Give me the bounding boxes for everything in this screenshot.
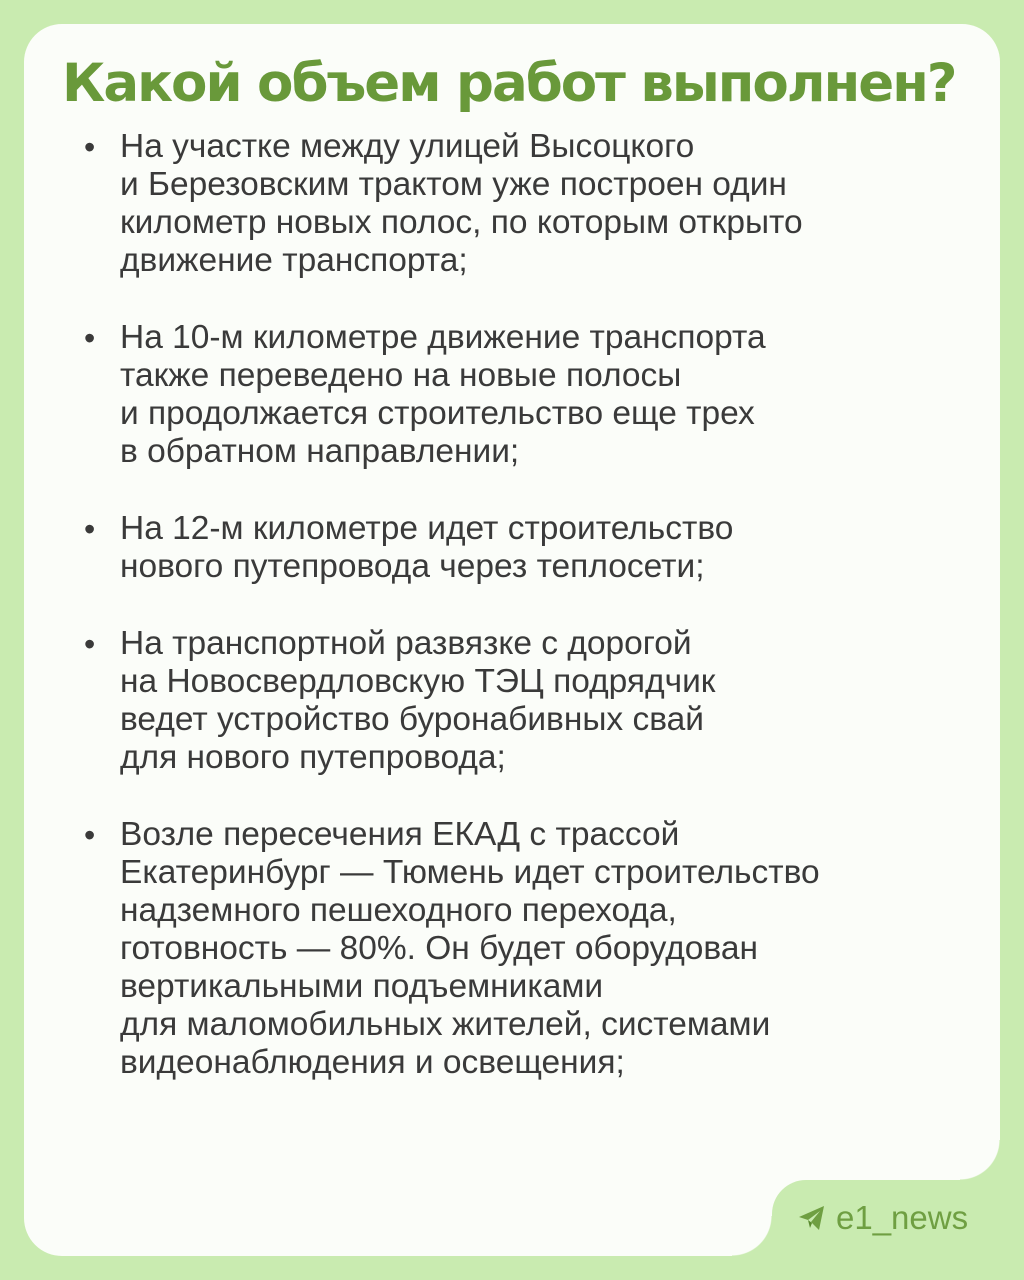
list-item	[78, 625, 958, 777]
list-item	[78, 128, 958, 280]
bullet-icon: •	[84, 817, 96, 853]
bullet-icon: •	[84, 320, 96, 356]
item-line: на Новосвердловскую ТЭЦ подрядчик	[120, 663, 716, 700]
item-line: видеонаблюдения и освещения;	[120, 1044, 625, 1081]
item-line: На 10-м километре движение транспорта	[120, 319, 766, 356]
item-line: в обратном направлении;	[120, 433, 520, 470]
item-line: На транспортной развязке с дорогой	[120, 625, 692, 662]
card-corner-curve-top	[960, 1140, 1000, 1180]
item-line: Екатеринбург — Тюмень идет строительство	[120, 854, 820, 891]
item-line: надземного пешеходного перехода,	[120, 892, 677, 929]
bullet-icon: •	[84, 511, 96, 547]
item-line: готовность — 80%. Он будет оборудован	[120, 930, 758, 967]
bullet-icon: •	[84, 626, 96, 662]
item-line: для маломобильных жителей, системами	[120, 1006, 771, 1043]
item-line: движение транспорта;	[120, 242, 468, 279]
item-line: вертикальными подъемниками	[120, 968, 604, 1005]
telegram-channel-link[interactable]	[798, 1198, 968, 1238]
channel-handle: e1_news	[836, 1199, 969, 1236]
work-list	[78, 128, 958, 1121]
item-line: нового путепровода через теплосети;	[120, 548, 705, 585]
item-line: На 12-м километре идет строительство	[120, 510, 734, 547]
item-line: и Березовским трактом уже построен один	[120, 166, 787, 203]
list-item	[78, 510, 958, 586]
item-line: ведет устройство буронабивных свай	[120, 701, 704, 738]
card-corner-curve-left	[732, 1216, 772, 1256]
bullet-icon: •	[84, 129, 96, 165]
item-line: также переведено на новые полосы	[120, 357, 682, 394]
page-title: Какой объем работ выполнен?	[62, 53, 956, 114]
item-line: для нового путепровода;	[120, 739, 506, 776]
list-item	[78, 319, 958, 471]
item-line: Возле пересечения ЕКАД с трассой	[120, 816, 680, 853]
item-line: и продолжается строительство еще трех	[120, 395, 755, 432]
item-line: километр новых полос, по которым открыто	[120, 204, 803, 241]
telegram-icon	[798, 1205, 826, 1231]
list-item	[78, 816, 958, 1082]
item-line: На участке между улицей Высоцкого	[120, 128, 695, 165]
